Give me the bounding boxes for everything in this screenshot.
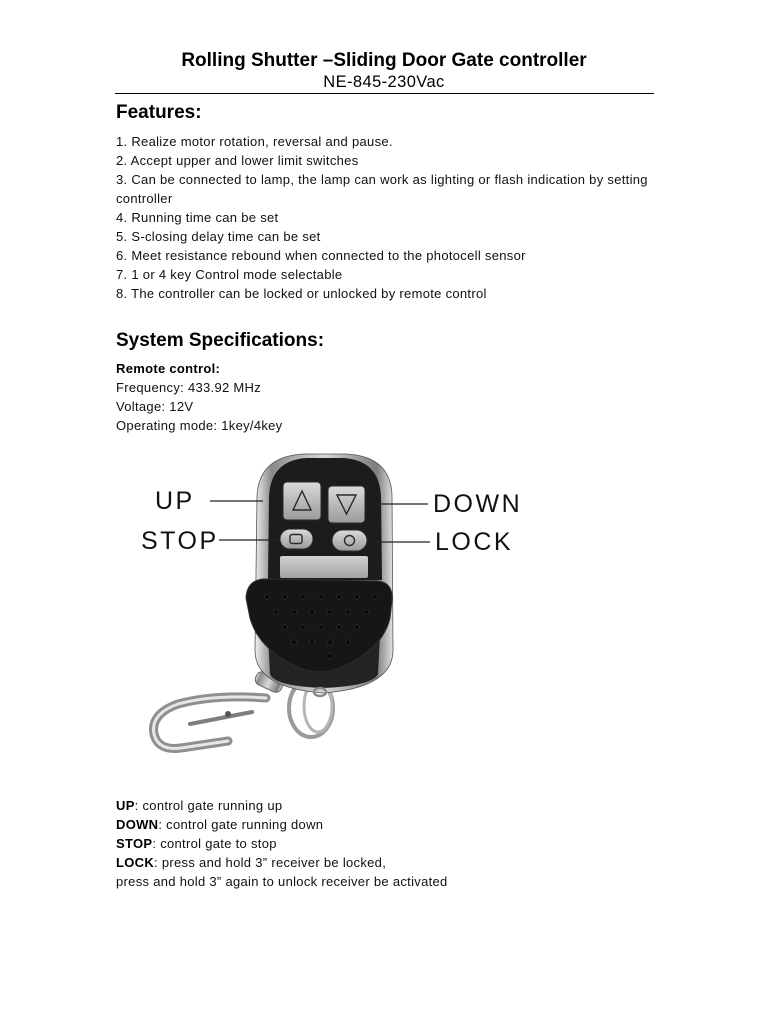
spec-frequency: Frequency: 433.92 MHz	[116, 379, 262, 395]
features-heading: Features:	[116, 102, 202, 123]
title-divider	[115, 93, 654, 94]
features-list	[116, 132, 664, 303]
rubber-dimple	[327, 639, 332, 644]
legend-item-stop	[116, 834, 664, 853]
rubber-dimple	[354, 594, 359, 599]
feature-item: 5. S-closing delay time can be set	[116, 228, 321, 244]
rubber-dimple	[327, 653, 332, 658]
callout-up: UP	[155, 487, 195, 515]
rubber-dimple	[336, 594, 341, 599]
callout-lock: LOCK	[435, 528, 514, 556]
rubber-dimple	[309, 609, 314, 614]
rubber-dimple	[300, 624, 305, 629]
rubber-dimple	[345, 609, 350, 614]
clasp-hole	[225, 711, 231, 717]
up-button	[283, 482, 321, 520]
legend-item-down	[116, 815, 664, 834]
rubber-dimple	[291, 609, 296, 614]
feature-item: 3. Can be connected to lamp, the lamp can work as lighting or flash indication by setting controller	[116, 171, 648, 206]
rubber-dimple	[318, 624, 323, 629]
legend-item-up	[116, 796, 664, 815]
legend-text: : control gate running down	[158, 816, 324, 832]
rubber-dimple	[264, 594, 269, 599]
callout-stop: STOP	[141, 527, 219, 555]
legend-text: : control gate to stop	[152, 835, 277, 851]
callout-down: DOWN	[433, 490, 523, 518]
rubber-dimple	[318, 594, 323, 599]
legend-text: : press and hold 3” receiver be locked,	[154, 854, 387, 870]
lobster-clasp	[154, 697, 267, 749]
rubber-dimple	[336, 624, 341, 629]
remote-control-specs	[116, 359, 664, 435]
model-number: NE-845-230Vac	[323, 73, 445, 91]
document-title: Rolling Shutter –Sliding Door Gate controller	[181, 50, 587, 71]
remote-silver-strip	[280, 556, 368, 578]
spec-operating-mode: Operating mode: 1key/4key	[116, 417, 283, 433]
legend-key: UP	[116, 797, 135, 813]
stop-button	[280, 529, 313, 549]
rubber-dimple	[309, 653, 314, 658]
rubber-dimple	[300, 594, 305, 599]
rubber-dimple	[327, 609, 332, 614]
rubber-dimple	[309, 639, 314, 644]
legend-item-lock	[116, 853, 664, 872]
rubber-dimple	[372, 594, 377, 599]
legend-text: : control gate running up	[134, 797, 283, 813]
button-legend	[116, 796, 664, 891]
rubber-dimple	[282, 594, 287, 599]
rubber-dimple	[363, 609, 368, 614]
feature-item: 4. Running time can be set	[116, 209, 279, 225]
feature-item: 6. Meet resistance rebound when connected to the photocell sensor	[116, 247, 526, 263]
lock-button	[332, 530, 367, 551]
specs-heading: System Specifications:	[116, 330, 325, 351]
feature-item: 8. The controller can be locked or unlocked by remote control	[116, 285, 487, 301]
rubber-dimple	[282, 624, 287, 629]
legend-note: press and hold 3” again to unlock receiver be activated	[116, 873, 448, 889]
remote-control-figure	[0, 450, 768, 770]
legend-key: DOWN	[116, 816, 159, 832]
feature-item: 1. Realize motor rotation, reversal and pause.	[116, 133, 393, 149]
rubber-dimple	[291, 639, 296, 644]
feature-item: 7. 1 or 4 key Control mode selectable	[116, 266, 343, 282]
spec-subheading: Remote control:	[116, 360, 221, 376]
feature-item: 2. Accept upper and lower limit switches	[116, 152, 359, 168]
rubber-dimple	[345, 639, 350, 644]
spec-voltage: Voltage: 12V	[116, 398, 194, 414]
down-button	[328, 486, 365, 523]
legend-key: STOP	[116, 835, 153, 851]
clasp-gate	[190, 712, 252, 724]
legend-key: LOCK	[116, 854, 155, 870]
rubber-dimple	[354, 624, 359, 629]
rubber-dimple	[273, 609, 278, 614]
